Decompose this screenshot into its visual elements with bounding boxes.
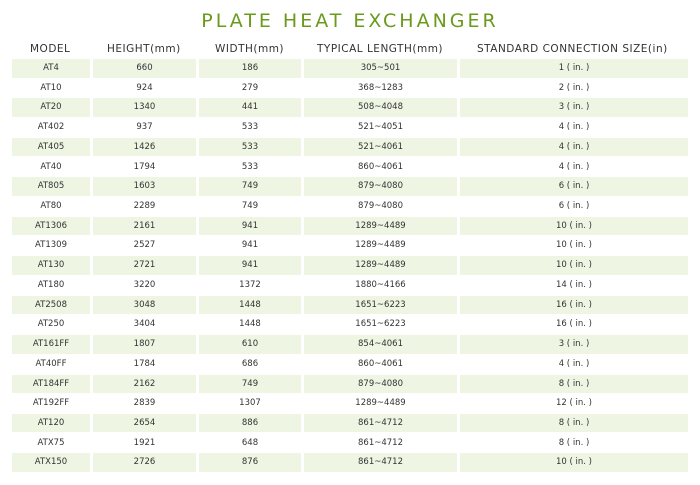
connection-size-cell: 12 ( in. ) — [555, 398, 592, 409]
width-cell: 533 — [241, 161, 259, 172]
width-cell: 186 — [199, 59, 301, 78]
connection-size-cell: 10 ( in. ) — [460, 256, 688, 275]
table-row — [0, 315, 700, 335]
width-cell: 876 — [199, 453, 301, 472]
width-cell: 610 — [199, 335, 301, 354]
width-cell: 749 — [241, 201, 259, 212]
height-cell: 2654 — [93, 414, 196, 433]
connection-size-cell: 1 ( in. ) — [460, 59, 688, 78]
table-row — [0, 355, 700, 375]
model-cell: AT161FF — [12, 335, 90, 354]
table-row — [0, 158, 700, 178]
length-cell: 861~4712 — [358, 437, 403, 448]
height-cell: 2721 — [93, 256, 196, 275]
height-cell: 1603 — [93, 177, 196, 196]
spec-table-body — [0, 59, 700, 473]
connection-size-cell: 2 ( in. ) — [558, 82, 590, 93]
width-cell: 1372 — [239, 279, 261, 290]
connection-size-cell: 3 ( in. ) — [460, 98, 688, 117]
length-cell: 1880~4166 — [355, 279, 406, 290]
model-cell: AT120 — [12, 414, 90, 433]
length-cell: 860~4061 — [358, 358, 403, 369]
connection-size-cell: 10 ( in. ) — [460, 453, 688, 472]
model-cell: AT1309 — [35, 240, 67, 251]
connection-size-cell: 16 ( in. ) — [460, 296, 688, 315]
model-cell: AT184FF — [12, 375, 90, 394]
height-cell: 660 — [93, 59, 196, 78]
model-cell: ATX150 — [12, 453, 90, 472]
table-row — [0, 394, 700, 414]
width-cell: 533 — [241, 122, 259, 133]
table-row — [0, 375, 700, 395]
table-row — [0, 434, 700, 454]
model-cell: AT250 — [37, 319, 65, 330]
height-cell: 3404 — [133, 319, 156, 330]
connection-size-cell: 4 ( in. ) — [558, 122, 590, 133]
table-row — [0, 138, 700, 158]
table-row — [0, 414, 700, 434]
table-row — [0, 296, 700, 316]
table-row — [0, 217, 700, 237]
connection-size-cell: 10 ( in. ) — [555, 240, 592, 251]
length-cell: 854~4061 — [304, 335, 457, 354]
header-typical-length: TYPICAL LENGTH(mm) — [317, 43, 444, 55]
length-cell: 879~4080 — [358, 201, 403, 212]
length-cell: 1289~4489 — [304, 256, 457, 275]
length-cell: 1289~4489 — [355, 240, 406, 251]
width-cell: 941 — [199, 256, 301, 275]
table-row — [0, 177, 700, 197]
table-row — [0, 118, 700, 138]
connection-size-cell: 14 ( in. ) — [555, 279, 592, 290]
model-cell: AT4 — [12, 59, 90, 78]
width-cell: 441 — [199, 98, 301, 117]
height-cell: 1794 — [133, 161, 156, 172]
model-cell: AT130 — [12, 256, 90, 275]
model-cell: AT805 — [12, 177, 90, 196]
page-title: PLATE HEAT EXCHANGER — [201, 10, 499, 32]
model-cell: AT180 — [37, 279, 65, 290]
height-cell: 2839 — [133, 398, 156, 409]
header-connection-size: STANDARD CONNECTION SIZE(in) — [477, 43, 668, 55]
width-cell: 1448 — [199, 296, 301, 315]
width-cell: 686 — [241, 358, 259, 369]
width-cell: 749 — [199, 375, 301, 394]
connection-size-cell: 4 ( in. ) — [558, 358, 590, 369]
connection-size-cell: 6 ( in. ) — [460, 177, 688, 196]
length-cell: 1289~4489 — [304, 217, 457, 236]
length-cell: 1289~4489 — [355, 398, 406, 409]
height-cell: 2527 — [133, 240, 156, 251]
length-cell: 1651~6223 — [355, 319, 406, 330]
width-cell: 941 — [241, 240, 259, 251]
header-width: WIDTH(mm) — [215, 43, 285, 55]
table-row — [0, 236, 700, 256]
model-cell: AT40FF — [35, 358, 67, 369]
model-cell: AT10 — [40, 82, 62, 93]
table-row — [0, 98, 700, 118]
width-cell: 533 — [199, 138, 301, 157]
height-cell: 1807 — [93, 335, 196, 354]
width-cell: 1307 — [239, 398, 261, 409]
length-cell: 521~4061 — [304, 138, 457, 157]
model-cell: AT2508 — [12, 296, 90, 315]
height-cell: 3048 — [93, 296, 196, 315]
height-cell: 2161 — [93, 217, 196, 236]
height-cell: 1784 — [133, 358, 156, 369]
width-cell: 279 — [241, 82, 259, 93]
length-cell: 861~4712 — [304, 453, 457, 472]
model-cell: AT402 — [37, 122, 65, 133]
table-row — [0, 256, 700, 276]
connection-size-cell: 8 ( in. ) — [558, 437, 590, 448]
connection-size-cell: 8 ( in. ) — [460, 375, 688, 394]
height-cell: 924 — [136, 82, 153, 93]
connection-size-cell: 4 ( in. ) — [460, 138, 688, 157]
height-cell: 2162 — [93, 375, 196, 394]
width-cell: 886 — [199, 414, 301, 433]
height-cell: 1921 — [133, 437, 156, 448]
table-row — [0, 453, 700, 473]
model-cell: AT1306 — [12, 217, 90, 236]
table-row — [0, 197, 700, 217]
connection-size-cell: 16 ( in. ) — [555, 319, 592, 330]
model-cell: ATX75 — [37, 437, 65, 448]
model-cell: AT20 — [12, 98, 90, 117]
connection-size-cell: 6 ( in. ) — [558, 201, 590, 212]
connection-size-cell: 3 ( in. ) — [460, 335, 688, 354]
height-cell: 937 — [136, 122, 153, 133]
length-cell: 305~501 — [304, 59, 457, 78]
model-cell: AT192FF — [32, 398, 70, 409]
length-cell: 368~1283 — [358, 82, 403, 93]
table-row — [0, 79, 700, 99]
model-cell: AT40 — [40, 161, 62, 172]
height-cell: 1426 — [93, 138, 196, 157]
model-cell: AT80 — [40, 201, 62, 212]
connection-size-cell: 10 ( in. ) — [460, 217, 688, 236]
length-cell: 1651~6223 — [304, 296, 457, 315]
length-cell: 879~4080 — [304, 177, 457, 196]
table-row — [0, 59, 700, 79]
header-model: MODEL — [30, 43, 71, 55]
connection-size-cell: 4 ( in. ) — [558, 161, 590, 172]
length-cell: 879~4080 — [304, 375, 457, 394]
length-cell: 861~4712 — [304, 414, 457, 433]
width-cell: 941 — [199, 217, 301, 236]
height-cell: 2726 — [93, 453, 196, 472]
table-row — [0, 335, 700, 355]
width-cell: 648 — [241, 437, 259, 448]
length-cell: 521~4051 — [358, 122, 403, 133]
length-cell: 860~4061 — [358, 161, 403, 172]
length-cell: 508~4048 — [304, 98, 457, 117]
header-height: HEIGHT(mm) — [107, 43, 181, 55]
height-cell: 2289 — [133, 201, 156, 212]
connection-size-cell: 8 ( in. ) — [460, 414, 688, 433]
width-cell: 1448 — [239, 319, 261, 330]
model-cell: AT405 — [12, 138, 90, 157]
height-cell: 3220 — [133, 279, 156, 290]
table-row — [0, 276, 700, 296]
width-cell: 749 — [199, 177, 301, 196]
height-cell: 1340 — [93, 98, 196, 117]
